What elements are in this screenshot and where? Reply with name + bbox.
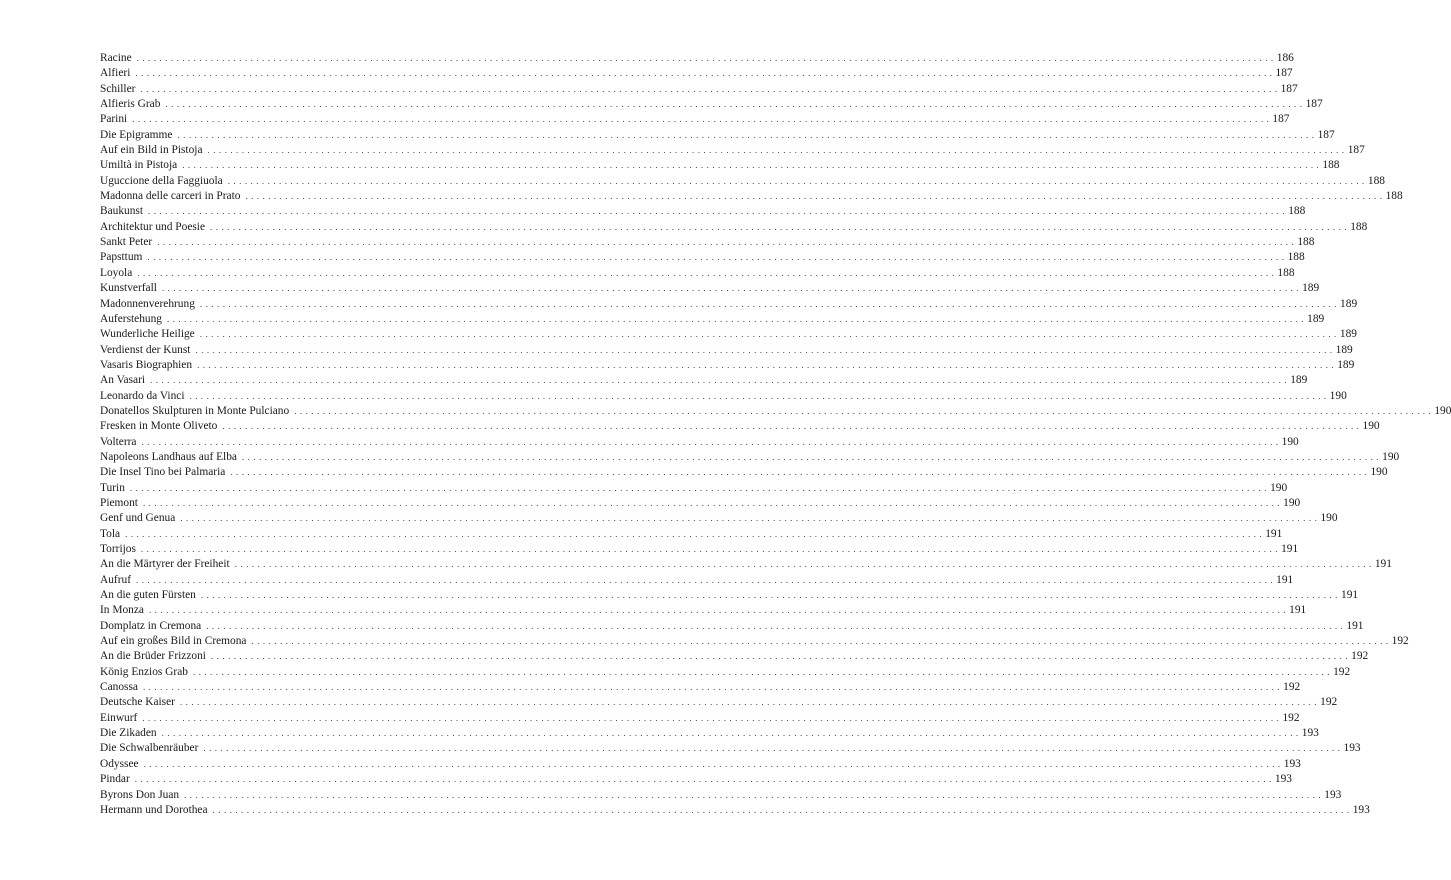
toc-entry [100,695,1338,710]
dot-leader: . . . . . . . . . . . . . . . . . . . . . . . . . . . . . . . . . . . . . . . . . . . . . . . . . . . . . . . . . . . . . . . . . . . . . . . . . . . . . . . . . . . . . . . . . . . . . . . . . . . . . . . . . . . . . . . . . . . . . . . . . . . . . . . . . . . . . . . . . . . . . . . . . . . . . . . . . . . . . . . . . . . . . . . . . . . . . . . . . . . . . . . . . . . . . . . . . . . . . . . . [136,574,1274,585]
toc-entry [100,465,1388,480]
dot-leader: . . . . . . . . . . . . . . . . . . . . . . . . . . . . . . . . . . . . . . . . . . . . . . . . . . . . . . . . . . . . . . . . . . . . . . . . . . . . . . . . . . . . . . . . . . . . . . . . . . . . . . . . . . . . . . . . . . . . . . . . . . . . . . . . . . . . . . . . . . . . . . . . . . . . . . . . . . . . . . . . . . . . . . . . . . . . . . . . . . . . . . . . . . . . . . . . . . . . . . . . [200,590,1339,601]
toc-entry [100,128,1335,143]
toc-entry [100,189,1403,204]
toc-entry-page-number: 191 [1281,543,1299,555]
dot-leader: . . . . . . . . . . . . . . . . . . . . . . . . . . . . . . . . . . . . . . . . . . . . . . . . . . . . . . . . . . . . . . . . . . . . . . . . . . . . . . . . . . . . . . . . . . . . . . . . . . . . . . . . . . . . . . . . . . . . . . . . . . . . . . . . . . . . . . . . . . . . . . . . . . . . . . . . . . . . . . . . . . . . . . . . . . . . . . . . . . . . . . . . . . . . . . . . . . . . . . . . [136,53,1274,63]
dot-leader: . . . . . . . . . . . . . . . . . . . . . . . . . . . . . . . . . . . . . . . . . . . . . . . . . . . . . . . . . . . . . . . . . . . . . . . . . . . . . . . . . . . . . . . . . . . . . . . . . . . . . . . . . . . . . . . . . . . . . . . . . . . . . . . . . . . . . . . . . . . . . . . . . . . . . . . . . . . . . . . . . . . . . . . . . . . . . . . . . . . . . . . . . . . . . . . . . . . . . . . . [167,313,1305,324]
toc-entry-page-number: 192 [1351,650,1369,663]
toc-entry-page-number: 192 [1282,711,1300,724]
toc-entry-page-number: 187 [1305,98,1323,111]
toc-entry [100,389,1347,404]
toc-entry [100,573,1294,588]
toc-entry-page-number: 190 [1434,404,1451,417]
dot-leader: . . . . . . . . . . . . . . . . . . . . . . . . . . . . . . . . . . . . . . . . . . . . . . . . . . . . . . . . . . . . . . . . . . . . . . . . . . . . . . . . . . . . . . . . . . . . . . . . . . . . . . . . . . . . . . . . . . . . . . . . . . . . . . . . . . . . . . . . . . . . . . . . . . . . . . . . . . . . . . . . . . . . . . . . . . . . . . . . . . . . . . . . . . . . . . . . . . . . . . . . [222,421,1360,432]
toc-entry-title: Madonnenverehrung [100,297,195,310]
toc-entry [100,404,1451,419]
dot-leader: . . . . . . . . . . . . . . . . . . . . . . . . . . . . . . . . . . . . . . . . . . . . . . . . . . . . . . . . . . . . . . . . . . . . . . . . . . . . . . . . . . . . . . . . . . . . . . . . . . . . . . . . . . . . . . . . . . . . . . . . . . . . . . . . . . . . . . . . . . . . . . . . . . . . . . . . . . . . . . . . . . . . . . . . . . . . . . . . . . . . . . . . . . . . . . . . . . . . . . . . [245,191,1383,202]
toc-entry-page-number: 187 [1275,67,1293,80]
dot-leader: . . . . . . . . . . . . . . . . . . . . . . . . . . . . . . . . . . . . . . . . . . . . . . . . . . . . . . . . . . . . . . . . . . . . . . . . . . . . . . . . . . . . . . . . . . . . . . . . . . . . . . . . . . . . . . . . . . . . . . . . . . . . . . . . . . . . . . . . . . . . . . . . . . . . . . . . . . . . . . . . . . . . . . . . . . . . . . . . . . . . . . . . . . . . . . . . . . . . . . . . [157,237,1295,248]
toc-entry-page-number: 193 [1301,727,1319,740]
toc-entry-page-number: 191 [1341,589,1359,602]
toc-entry [100,174,1385,189]
toc-entry-page-number: 191 [1374,558,1392,571]
toc-entry [100,204,1306,219]
toc-entry-title: Die Zikaden [100,727,157,740]
toc-list [100,51,1451,818]
toc-entry [100,143,1365,158]
toc-entry-title: Piemont [100,496,138,509]
toc-entry [100,588,1359,603]
dot-leader: . . . . . . . . . . . . . . . . . . . . . . . . . . . . . . . . . . . . . . . . . . . . . . . . . . . . . . . . . . . . . . . . . . . . . . . . . . . . . . . . . . . . . . . . . . . . . . . . . . . . . . . . . . . . . . . . . . . . . . . . . . . . . . . . . . . . . . . . . . . . . . . . . . . . . . . . . . . . . . . . . . . . . . . . . . . . . . . . . . . . . . . . . . . . . . . . . . . . . . . . [142,682,1281,693]
toc-entry-title: Donatellos Skulpturen in Monte Pulciano [100,404,290,417]
dot-leader: . . . . . . . . . . . . . . . . . . . . . . . . . . . . . . . . . . . . . . . . . . . . . . . . . . . . . . . . . . . . . . . . . . . . . . . . . . . . . . . . . . . . . . . . . . . . . . . . . . . . . . . . . . . . . . . . . . . . . . . . . . . . . . . . . . . . . . . . . . . . . . . . . . . . . . . . . . . . . . . . . . . . . . . . . . . . . . . . . . . . . . . . . . . . . . . . . . . . . . . . [134,774,1272,785]
dot-leader: . . . . . . . . . . . . . . . . . . . . . . . . . . . . . . . . . . . . . . . . . . . . . . . . . . . . . . . . . . . . . . . . . . . . . . . . . . . . . . . . . . . . . . . . . . . . . . . . . . . . . . . . . . . . . . . . . . . . . . . . . . . . . . . . . . . . . . . . . . . . . . . . . . . . . . . . . . . . . . . . . . . . . . . . . . . . . . . . . . . . . . . . . . . . . . . . . . . . . . . . [148,206,1286,217]
toc-entry-title: Einwurf [100,711,138,724]
toc-entry-title: An die guten Fürsten [100,589,196,602]
toc-entry-page-number: 193 [1352,803,1370,816]
dot-leader: . . . . . . . . . . . . . . . . . . . . . . . . . . . . . . . . . . . . . . . . . . . . . . . . . . . . . . . . . . . . . . . . . . . . . . . . . . . . . . . . . . . . . . . . . . . . . . . . . . . . . . . . . . . . . . . . . . . . . . . . . . . . . . . . . . . . . . . . . . . . . . . . . . . . . . . . . . . . . . . . . . . . . . . . . . . . . . . . . . . . . . . . . . . . . . . . . . . . . . . . [150,375,1288,386]
dot-leader: . . . . . . . . . . . . . . . . . . . . . . . . . . . . . . . . . . . . . . . . . . . . . . . . . . . . . . . . . . . . . . . . . . . . . . . . . . . . . . . . . . . . . . . . . . . . . . . . . . . . . . . . . . . . . . . . . . . . . . . . . . . . . . . . . . . . . . . . . . . . . . . . . . . . . . . . . . . . . . . . . . . . . . . . . . . . . . . . . . . . . . . . . . . . . . . . . . . . . . . . [207,145,1345,156]
toc-entry-page-number: 191 [1276,573,1294,586]
toc-entry [100,772,1292,787]
toc-entry-title: Sankt Peter [100,236,153,249]
toc-entry [100,250,1305,265]
toc-entry-title: Racine [100,52,132,64]
toc-entry [100,788,1342,803]
toc-entry-title: Byrons Don Juan [100,788,180,801]
toc-entry [100,711,1300,726]
toc-entry-title: Wunderliche Heilige [100,328,195,341]
toc-entry-title: Madonna delle carceri in Prato [100,190,241,203]
toc-entry-title: Die Epigramme [100,128,173,141]
toc-entry-title: Canossa [100,681,138,694]
toc-entry-title: An die Märtyrer der Freiheit [100,558,230,571]
toc-entry-title: Auferstehung [100,312,162,325]
toc-entry-title: König Enzios Grab [100,665,188,678]
toc-entry [100,158,1340,173]
dot-leader: . . . . . . . . . . . . . . . . . . . . . . . . . . . . . . . . . . . . . . . . . . . . . . . . . . . . . . . . . . . . . . . . . . . . . . . . . . . . . . . . . . . . . . . . . . . . . . . . . . . . . . . . . . . . . . . . . . . . . . . . . . . . . . . . . . . . . . . . . . . . . . . . . . . . . . . . . . . . . . . . . . . . . . . . . . . . . . . . . . . . . . . . . . . . . . . . . . . . . . . . [184,789,1322,800]
dot-leader: . . . . . . . . . . . . . . . . . . . . . . . . . . . . . . . . . . . . . . . . . . . . . . . . . . . . . . . . . . . . . . . . . . . . . . . . . . . . . . . . . . . . . . . . . . . . . . . . . . . . . . . . . . . . . . . . . . . . . . . . . . . . . . . . . . . . . . . . . . . . . . . . . . . . . . . . . . . . . . . . . . . . . . . . . . . . . . . . . . . . . . . . . . . . . . . . . . . . . . . . [129,482,1268,493]
toc-entry-title: Hermann und Dorothea [100,803,208,816]
toc-entry [100,220,1368,235]
toc-entry-page-number: 187 [1272,113,1290,126]
toc-entry-title: Tola [100,527,121,540]
toc-entry [100,358,1355,373]
toc-entry [100,481,1288,496]
toc-entry-title: Turin [100,481,125,494]
toc-entry [100,450,1400,465]
toc-entry [100,619,1364,634]
toc-entry-title: Aufruf [100,573,131,586]
toc-entry-page-number: 190 [1382,450,1400,463]
dot-leader: . . . . . . . . . . . . . . . . . . . . . . . . . . . . . . . . . . . . . . . . . . . . . . . . . . . . . . . . . . . . . . . . . . . . . . . . . . . . . . . . . . . . . . . . . . . . . . . . . . . . . . . . . . . . . . . . . . . . . . . . . . . . . . . . . . . . . . . . . . . . . . . . . . . . . . . . . . . . . . . . . . . . . . . . . . . . . . . . . . . . . . . . . . . . . . . . . . . . . . . . [140,83,1278,94]
dot-leader: . . . . . . . . . . . . . . . . . . . . . . . . . . . . . . . . . . . . . . . . . . . . . . . . . . . . . . . . . . . . . . . . . . . . . . . . . . . . . . . . . . . . . . . . . . . . . . . . . . . . . . . . . . . . . . . . . . . . . . . . . . . . . . . . . . . . . . . . . . . . . . . . . . . . . . . . . . . . . . . . . . . . . . . . . . . . . . . . . . . . . . . . . . . . . . . . . . . . . . . . [199,298,1338,309]
toc-entry-title: Verdienst der Kunst [100,343,191,356]
toc-entry-page-number: 190 [1329,389,1347,402]
dot-leader: . . . . . . . . . . . . . . . . . . . . . . . . . . . . . . . . . . . . . . . . . . . . . . . . . . . . . . . . . . . . . . . . . . . . . . . . . . . . . . . . . . . . . . . . . . . . . . . . . . . . . . . . . . . . . . . . . . . . . . . . . . . . . . . . . . . . . . . . . . . . . . . . . . . . . . . . . . . . . . . . . . . . . . . . . . . . . . . . . . . . . . . . . . . . . . . . . . . . . . . . [251,636,1389,647]
dot-leader: . . . . . . . . . . . . . . . . . . . . . . . . . . . . . . . . . . . . . . . . . . . . . . . . . . . . . . . . . . . . . . . . . . . . . . . . . . . . . . . . . . . . . . . . . . . . . . . . . . . . . . . . . . . . . . . . . . . . . . . . . . . . . . . . . . . . . . . . . . . . . . . . . . . . . . . . . . . . . . . . . . . . . . . . . . . . . . . . . . . . . . . . . . . . . . . . . . . . . . . . [142,497,1281,508]
toc-entry-page-number: 187 [1317,128,1335,141]
toc-entry-page-number: 193 [1343,742,1361,755]
dot-leader: . . . . . . . . . . . . . . . . . . . . . . . . . . . . . . . . . . . . . . . . . . . . . . . . . . . . . . . . . . . . . . . . . . . . . . . . . . . . . . . . . . . . . . . . . . . . . . . . . . . . . . . . . . . . . . . . . . . . . . . . . . . . . . . . . . . . . . . . . . . . . . . . . . . . . . . . . . . . . . . . . . . . . . . . . . . . . . . . . . . . . . . . . . . . . . . . . . . . . . . . [212,804,1350,815]
toc-entry [100,235,1315,250]
toc-entry-title: Leonardo da Vinci [100,389,185,402]
toc-entry-page-number: 188 [1277,266,1295,279]
toc-entry-page-number: 192 [1391,635,1409,648]
toc-entry-page-number: 189 [1337,358,1355,371]
toc-entry-page-number: 191 [1289,604,1307,617]
dot-leader: . . . . . . . . . . . . . . . . . . . . . . . . . . . . . . . . . . . . . . . . . . . . . . . . . . . . . . . . . . . . . . . . . . . . . . . . . . . . . . . . . . . . . . . . . . . . . . . . . . . . . . . . . . . . . . . . . . . . . . . . . . . . . . . . . . . . . . . . . . . . . . . . . . . . . . . . . . . . . . . . . . . . . . . . . . . . . . . . . . . . . . . . . . . . . . . . . . . . . . . . [132,114,1270,125]
dot-leader: . . . . . . . . . . . . . . . . . . . . . . . . . . . . . . . . . . . . . . . . . . . . . . . . . . . . . . . . . . . . . . . . . . . . . . . . . . . . . . . . . . . . . . . . . . . . . . . . . . . . . . . . . . . . . . . . . . . . . . . . . . . . . . . . . . . . . . . . . . . . . . . . . . . . . . . . . . . . . . . . . . . . . . . . . . . . . . . . . . . . . . . . . . . . . . . . . . . . . . . . [142,712,1280,723]
toc-entry-title: Loyola [100,266,133,279]
toc-entry [100,112,1290,127]
toc-entry-page-number: 190 [1362,420,1380,433]
toc-entry-page-number: 188 [1322,159,1340,172]
dot-leader: . . . . . . . . . . . . . . . . . . . . . . . . . . . . . . . . . . . . . . . . . . . . . . . . . . . . . . . . . . . . . . . . . . . . . . . . . . . . . . . . . . . . . . . . . . . . . . . . . . . . . . . . . . . . . . . . . . . . . . . . . . . . . . . . . . . . . . . . . . . . . . . . . . . . . . . . . . . . . . . . . . . . . . . . . . . . . . . . . . . . . . . . . . . . . . . . . . . . . . . . [140,544,1279,554]
dot-leader: . . . . . . . . . . . . . . . . . . . . . . . . . . . . . . . . . . . . . . . . . . . . . . . . . . . . . . . . . . . . . . . . . . . . . . . . . . . . . . . . . . . . . . . . . . . . . . . . . . . . . . . . . . . . . . . . . . . . . . . . . . . . . . . . . . . . . . . . . . . . . . . . . . . . . . . . . . . . . . . . . . . . . . . . . . . . . . . . . . . . . . . . . . . . . . . . . . . . . . . . [177,129,1315,140]
toc-entry-page-number: 191 [1265,527,1283,540]
toc-entry-page-number: 193 [1283,757,1301,770]
toc-entry [100,680,1301,695]
dot-leader: . . . . . . . . . . . . . . . . . . . . . . . . . . . . . . . . . . . . . . . . . . . . . . . . . . . . . . . . . . . . . . . . . . . . . . . . . . . . . . . . . . . . . . . . . . . . . . . . . . . . . . . . . . . . . . . . . . . . . . . . . . . . . . . . . . . . . . . . . . . . . . . . . . . . . . . . . . . . . . . . . . . . . . . . . . . . . . . . . . . . . . . . . . . . . . . . . . . . . . . . [137,267,1275,278]
toc-entry-page-number: 190 [1281,435,1299,448]
toc-entry [100,741,1361,756]
toc-entry [100,634,1409,649]
toc-entry-title: Fresken in Monte Oliveto [100,420,218,433]
toc-entry-page-number: 189 [1302,282,1320,295]
toc-entry [100,82,1298,97]
toc-entry-title: Deutsche Kaiser [100,696,175,709]
toc-entry-title: Architektur und Poesie [100,220,206,233]
toc-entry [100,312,1325,327]
toc-entry-title: Kunstverfall [100,282,157,295]
toc-entry-page-number: 188 [1297,236,1315,249]
toc-entry [100,373,1308,388]
toc-entry-title: Auf ein großes Bild in Cremona [100,635,247,648]
dot-leader: . . . . . . . . . . . . . . . . . . . . . . . . . . . . . . . . . . . . . . . . . . . . . . . . . . . . . . . . . . . . . . . . . . . . . . . . . . . . . . . . . . . . . . . . . . . . . . . . . . . . . . . . . . . . . . . . . . . . . . . . . . . . . . . . . . . . . . . . . . . . . . . . . . . . . . . . . . . . . . . . . . . . . . . . . . . . . . . . . . . . . . . . . . . . . . . . . . . . . . . . [199,329,1337,340]
toc-entry-title: Volterra [100,435,137,448]
toc-entry-title: Odyssee [100,757,139,770]
toc-entry-title: Umiltà in Pistoja [100,159,178,172]
toc-entry-title: Domplatz in Cremona [100,619,202,632]
dot-leader: . . . . . . . . . . . . . . . . . . . . . . . . . . . . . . . . . . . . . . . . . . . . . . . . . . . . . . . . . . . . . . . . . . . . . . . . . . . . . . . . . . . . . . . . . . . . . . . . . . . . . . . . . . . . . . . . . . . . . . . . . . . . . . . . . . . . . . . . . . . . . . . . . . . . . . . . . . . . . . . . . . . . . . . . . . . . . . . . . . . . . . . . . . . . . . . . . . . . . . . . [195,344,1333,355]
toc-entry [100,97,1323,112]
toc-entry-page-number: 186 [1276,52,1294,64]
toc-entry-title: In Monza [100,604,144,617]
toc-entry [100,803,1370,818]
table-of-contents [100,51,1451,818]
toc-entry-title: Genf und Genua [100,512,176,525]
toc-entry [100,557,1392,572]
toc-entry [100,726,1319,741]
toc-entry-title: Napoleons Landhaus auf Elba [100,450,237,463]
toc-entry-page-number: 189 [1340,297,1358,310]
toc-entry-title: Baukunst [100,205,144,218]
toc-entry-page-number: 189 [1307,312,1325,325]
toc-entry-title: Torrijos [100,543,136,555]
dot-leader: . . . . . . . . . . . . . . . . . . . . . . . . . . . . . . . . . . . . . . . . . . . . . . . . . . . . . . . . . . . . . . . . . . . . . . . . . . . . . . . . . . . . . . . . . . . . . . . . . . . . . . . . . . . . . . . . . . . . . . . . . . . . . . . . . . . . . . . . . . . . . . . . . . . . . . . . . . . . . . . . . . . . . . . . . . . . . . . . . . . . . . . . . . . . . . . . . . . . . . . . [141,436,1279,447]
toc-entry-title: An die Brüder Frizzoni [100,650,206,663]
toc-entry [100,496,1301,511]
toc-entry [100,266,1295,281]
dot-leader: . . . . . . . . . . . . . . . . . . . . . . . . . . . . . . . . . . . . . . . . . . . . . . . . . . . . . . . . . . . . . . . . . . . . . . . . . . . . . . . . . . . . . . . . . . . . . . . . . . . . . . . . . . . . . . . . . . . . . . . . . . . . . . . . . . . . . . . . . . . . . . . . . . . . . . . . . . . . . . . . . . . . . . . . . . . . . . . . . . . . . . . . . . . . . . . . . . . . . . . . [227,175,1365,186]
toc-entry-page-number: 191 [1346,619,1364,632]
toc-entry-title: Die Insel Tino bei Palmaria [100,466,226,479]
dot-leader: . . . . . . . . . . . . . . . . . . . . . . . . . . . . . . . . . . . . . . . . . . . . . . . . . . . . . . . . . . . . . . . . . . . . . . . . . . . . . . . . . . . . . . . . . . . . . . . . . . . . . . . . . . . . . . . . . . . . . . . . . . . . . . . . . . . . . . . . . . . . . . . . . . . . . . . . . . . . . . . . . . . . . . . . . . . . . . . . . . . . . . . . . . . . . . . . . . . . . . . . [197,359,1335,370]
toc-entry-title: Papsttum [100,251,143,264]
dot-leader: . . . . . . . . . . . . . . . . . . . . . . . . . . . . . . . . . . . . . . . . . . . . . . . . . . . . . . . . . . . . . . . . . . . . . . . . . . . . . . . . . . . . . . . . . . . . . . . . . . . . . . . . . . . . . . . . . . . . . . . . . . . . . . . . . . . . . . . . . . . . . . . . . . . . . . . . . . . . . . . . . . . . . . . . . . . . . . . . . . . . . . . . . . . . . . . . . . . . . . . . [210,651,1349,662]
toc-entry-page-number: 190 [1283,496,1301,509]
dot-leader: . . . . . . . . . . . . . . . . . . . . . . . . . . . . . . . . . . . . . . . . . . . . . . . . . . . . . . . . . . . . . . . . . . . . . . . . . . . . . . . . . . . . . . . . . . . . . . . . . . . . . . . . . . . . . . . . . . . . . . . . . . . . . . . . . . . . . . . . . . . . . . . . . . . . . . . . . . . . . . . . . . . . . . . . . . . . . . . . . . . . . . . . . . . . . . . . . . . . . . . . [182,160,1320,171]
dot-leader: . . . . . . . . . . . . . . . . . . . . . . . . . . . . . . . . . . . . . . . . . . . . . . . . . . . . . . . . . . . . . . . . . . . . . . . . . . . . . . . . . . . . . . . . . . . . . . . . . . . . . . . . . . . . . . . . . . . . . . . . . . . . . . . . . . . . . . . . . . . . . . . . . . . . . . . . . . . . . . . . . . . . . . . . . . . . . . . . . . . . . . . . . . . . . . . . . . . . . . . . [179,697,1318,708]
toc-entry [100,527,1283,542]
toc-entry-page-number: 188 [1367,174,1385,187]
toc-entry-page-number: 193 [1324,788,1342,801]
toc-entry [100,603,1307,618]
dot-leader: . . . . . . . . . . . . . . . . . . . . . . . . . . . . . . . . . . . . . . . . . . . . . . . . . . . . . . . . . . . . . . . . . . . . . . . . . . . . . . . . . . . . . . . . . . . . . . . . . . . . . . . . . . . . . . . . . . . . . . . . . . . . . . . . . . . . . . . . . . . . . . . . . . . . . . . . . . . . . . . . . . . . . . . . . . . . . . . . . . . . . . . . . . . . . . . . . . . . . . . . [135,68,1273,79]
toc-entry-title: An Vasari [100,374,146,387]
toc-entry-page-number: 192 [1283,681,1301,694]
toc-entry-page-number: 189 [1290,374,1308,387]
dot-leader: . . . . . . . . . . . . . . . . . . . . . . . . . . . . . . . . . . . . . . . . . . . . . . . . . . . . . . . . . . . . . . . . . . . . . . . . . . . . . . . . . . . . . . . . . . . . . . . . . . . . . . . . . . . . . . . . . . . . . . . . . . . . . . . . . . . . . . . . . . . . . . . . . . . . . . . . . . . . . . . . . . . . . . . . . . . . . . . . . . . . . . . . . . . . . . . . . . . . . . . . [294,405,1432,416]
dot-leader: . . . . . . . . . . . . . . . . . . . . . . . . . . . . . . . . . . . . . . . . . . . . . . . . . . . . . . . . . . . . . . . . . . . . . . . . . . . . . . . . . . . . . . . . . . . . . . . . . . . . . . . . . . . . . . . . . . . . . . . . . . . . . . . . . . . . . . . . . . . . . . . . . . . . . . . . . . . . . . . . . . . . . . . . . . . . . . . . . . . . . . . . . . . . . . . . . . . . . . . . [148,605,1287,616]
dot-leader: . . . . . . . . . . . . . . . . . . . . . . . . . . . . . . . . . . . . . . . . . . . . . . . . . . . . . . . . . . . . . . . . . . . . . . . . . . . . . . . . . . . . . . . . . . . . . . . . . . . . . . . . . . . . . . . . . . . . . . . . . . . . . . . . . . . . . . . . . . . . . . . . . . . . . . . . . . . . . . . . . . . . . . . . . . . . . . . . . . . . . . . . . . . . . . . . . . . . . . . . [210,221,1348,232]
toc-entry-title: Vasaris Biographien [100,358,193,371]
toc-entry-page-number: 190 [1270,481,1288,494]
toc-entry-title: Die Schwalbenräuber [100,742,199,755]
dot-leader: . . . . . . . . . . . . . . . . . . . . . . . . . . . . . . . . . . . . . . . . . . . . . . . . . . . . . . . . . . . . . . . . . . . . . . . . . . . . . . . . . . . . . . . . . . . . . . . . . . . . . . . . . . . . . . . . . . . . . . . . . . . . . . . . . . . . . . . . . . . . . . . . . . . . . . . . . . . . . . . . . . . . . . . . . . . . . . . . . . . . . . . . . . . . . . . . . . . . . . . . [180,513,1318,524]
toc-entry [100,419,1380,434]
toc-entry-page-number: 190 [1370,466,1388,479]
toc-entry-title: Alfieri [100,67,131,80]
toc-entry-page-number: 187 [1347,144,1365,157]
toc-entry-page-number: 188 [1288,205,1306,218]
toc-entry-page-number: 187 [1280,82,1298,95]
dot-leader: . . . . . . . . . . . . . . . . . . . . . . . . . . . . . . . . . . . . . . . . . . . . . . . . . . . . . . . . . . . . . . . . . . . . . . . . . . . . . . . . . . . . . . . . . . . . . . . . . . . . . . . . . . . . . . . . . . . . . . . . . . . . . . . . . . . . . . . . . . . . . . . . . . . . . . . . . . . . . . . . . . . . . . . . . . . . . . . . . . . . . . . . . . . . . . . . . . . . . . . . [206,620,1344,631]
toc-entry-page-number: 188 [1350,220,1368,233]
dot-leader: . . . . . . . . . . . . . . . . . . . . . . . . . . . . . . . . . . . . . . . . . . . . . . . . . . . . . . . . . . . . . . . . . . . . . . . . . . . . . . . . . . . . . . . . . . . . . . . . . . . . . . . . . . . . . . . . . . . . . . . . . . . . . . . . . . . . . . . . . . . . . . . . . . . . . . . . . . . . . . . . . . . . . . . . . . . . . . . . . . . . . . . . . . . . . . . . . . . . . . . . [165,99,1303,110]
toc-entry-page-number: 192 [1333,665,1351,678]
dot-leader: . . . . . . . . . . . . . . . . . . . . . . . . . . . . . . . . . . . . . . . . . . . . . . . . . . . . . . . . . . . . . . . . . . . . . . . . . . . . . . . . . . . . . . . . . . . . . . . . . . . . . . . . . . . . . . . . . . . . . . . . . . . . . . . . . . . . . . . . . . . . . . . . . . . . . . . . . . . . . . . . . . . . . . . . . . . . . . . . . . . . . . . . . . . . . . . . . . . . . . . . [125,528,1263,539]
dot-leader: . . . . . . . . . . . . . . . . . . . . . . . . . . . . . . . . . . . . . . . . . . . . . . . . . . . . . . . . . . . . . . . . . . . . . . . . . . . . . . . . . . . . . . . . . . . . . . . . . . . . . . . . . . . . . . . . . . . . . . . . . . . . . . . . . . . . . . . . . . . . . . . . . . . . . . . . . . . . . . . . . . . . . . . . . . . . . . . . . . . . . . . . . . . . . . . . . . . . . . . . [203,743,1341,754]
dot-leader: . . . . . . . . . . . . . . . . . . . . . . . . . . . . . . . . . . . . . . . . . . . . . . . . . . . . . . . . . . . . . . . . . . . . . . . . . . . . . . . . . . . . . . . . . . . . . . . . . . . . . . . . . . . . . . . . . . . . . . . . . . . . . . . . . . . . . . . . . . . . . . . . . . . . . . . . . . . . . . . . . . . . . . . . . . . . . . . . . . . . . . . . . . . . . . . . . . . . . . . . [241,451,1380,462]
toc-entry [100,343,1353,358]
toc-entry-page-number: 188 [1287,251,1305,264]
toc-entry-title: Schiller [100,82,136,95]
toc-entry-title: Pindar [100,773,130,786]
dot-leader: . . . . . . . . . . . . . . . . . . . . . . . . . . . . . . . . . . . . . . . . . . . . . . . . . . . . . . . . . . . . . . . . . . . . . . . . . . . . . . . . . . . . . . . . . . . . . . . . . . . . . . . . . . . . . . . . . . . . . . . . . . . . . . . . . . . . . . . . . . . . . . . . . . . . . . . . . . . . . . . . . . . . . . . . . . . . . . . . . . . . . . . . . . . . . . . . . . . . . . . . [147,252,1285,263]
toc-entry [100,542,1299,557]
toc-entry [100,649,1369,664]
toc-entry-page-number: 193 [1274,773,1292,786]
toc-entry-title: Auf ein Bild in Pistoja [100,144,203,157]
dot-leader: . . . . . . . . . . . . . . . . . . . . . . . . . . . . . . . . . . . . . . . . . . . . . . . . . . . . . . . . . . . . . . . . . . . . . . . . . . . . . . . . . . . . . . . . . . . . . . . . . . . . . . . . . . . . . . . . . . . . . . . . . . . . . . . . . . . . . . . . . . . . . . . . . . . . . . . . . . . . . . . . . . . . . . . . . . . . . . . . . . . . . . . . . . . . . . . . . . . . . . . . [189,390,1327,401]
dot-leader: . . . . . . . . . . . . . . . . . . . . . . . . . . . . . . . . . . . . . . . . . . . . . . . . . . . . . . . . . . . . . . . . . . . . . . . . . . . . . . . . . . . . . . . . . . . . . . . . . . . . . . . . . . . . . . . . . . . . . . . . . . . . . . . . . . . . . . . . . . . . . . . . . . . . . . . . . . . . . . . . . . . . . . . . . . . . . . . . . . . . . . . . . . . . . . . . . . . . . . . . [192,666,1331,677]
toc-entry [100,665,1351,680]
toc-entry-page-number: 190 [1320,512,1338,525]
toc-entry-page-number: 189 [1339,328,1357,341]
toc-entry [100,511,1338,526]
toc-entry-title: Alfieris Grab [100,98,161,111]
toc-entry-page-number: 192 [1320,696,1338,709]
dot-leader: . . . . . . . . . . . . . . . . . . . . . . . . . . . . . . . . . . . . . . . . . . . . . . . . . . . . . . . . . . . . . . . . . . . . . . . . . . . . . . . . . . . . . . . . . . . . . . . . . . . . . . . . . . . . . . . . . . . . . . . . . . . . . . . . . . . . . . . . . . . . . . . . . . . . . . . . . . . . . . . . . . . . . . . . . . . . . . . . . . . . . . . . . . . . . . . . . . . . . . . . [143,758,1281,769]
dot-leader: . . . . . . . . . . . . . . . . . . . . . . . . . . . . . . . . . . . . . . . . . . . . . . . . . . . . . . . . . . . . . . . . . . . . . . . . . . . . . . . . . . . . . . . . . . . . . . . . . . . . . . . . . . . . . . . . . . . . . . . . . . . . . . . . . . . . . . . . . . . . . . . . . . . . . . . . . . . . . . . . . . . . . . . . . . . . . . . . . . . . . . . . . . . . . . . . . . . . . . . . [161,283,1300,294]
dot-leader: . . . . . . . . . . . . . . . . . . . . . . . . . . . . . . . . . . . . . . . . . . . . . . . . . . . . . . . . . . . . . . . . . . . . . . . . . . . . . . . . . . . . . . . . . . . . . . . . . . . . . . . . . . . . . . . . . . . . . . . . . . . . . . . . . . . . . . . . . . . . . . . . . . . . . . . . . . . . . . . . . . . . . . . . . . . . . . . . . . . . . . . . . . . . . . . . . . . . . . . . [161,728,1299,739]
toc-entry-title: Parini [100,113,128,126]
toc-entry-page-number: 189 [1335,343,1353,356]
dot-leader: . . . . . . . . . . . . . . . . . . . . . . . . . . . . . . . . . . . . . . . . . . . . . . . . . . . . . . . . . . . . . . . . . . . . . . . . . . . . . . . . . . . . . . . . . . . . . . . . . . . . . . . . . . . . . . . . . . . . . . . . . . . . . . . . . . . . . . . . . . . . . . . . . . . . . . . . . . . . . . . . . . . . . . . . . . . . . . . . . . . . . . . . . . . . . . . . . . . . . . . . [234,559,1372,570]
toc-entry [100,297,1358,312]
toc-entry [100,51,1294,66]
toc-entry [100,435,1299,450]
toc-entry-page-number: 188 [1385,190,1403,203]
toc-entry [100,281,1320,296]
toc-entry [100,327,1357,342]
toc-entry [100,757,1301,772]
toc-entry-title: Uguccione della Faggiuola [100,174,223,187]
toc-entry [100,66,1293,81]
dot-leader: . . . . . . . . . . . . . . . . . . . . . . . . . . . . . . . . . . . . . . . . . . . . . . . . . . . . . . . . . . . . . . . . . . . . . . . . . . . . . . . . . . . . . . . . . . . . . . . . . . . . . . . . . . . . . . . . . . . . . . . . . . . . . . . . . . . . . . . . . . . . . . . . . . . . . . . . . . . . . . . . . . . . . . . . . . . . . . . . . . . . . . . . . . . . . . . . . . . . . . . . [230,467,1368,478]
